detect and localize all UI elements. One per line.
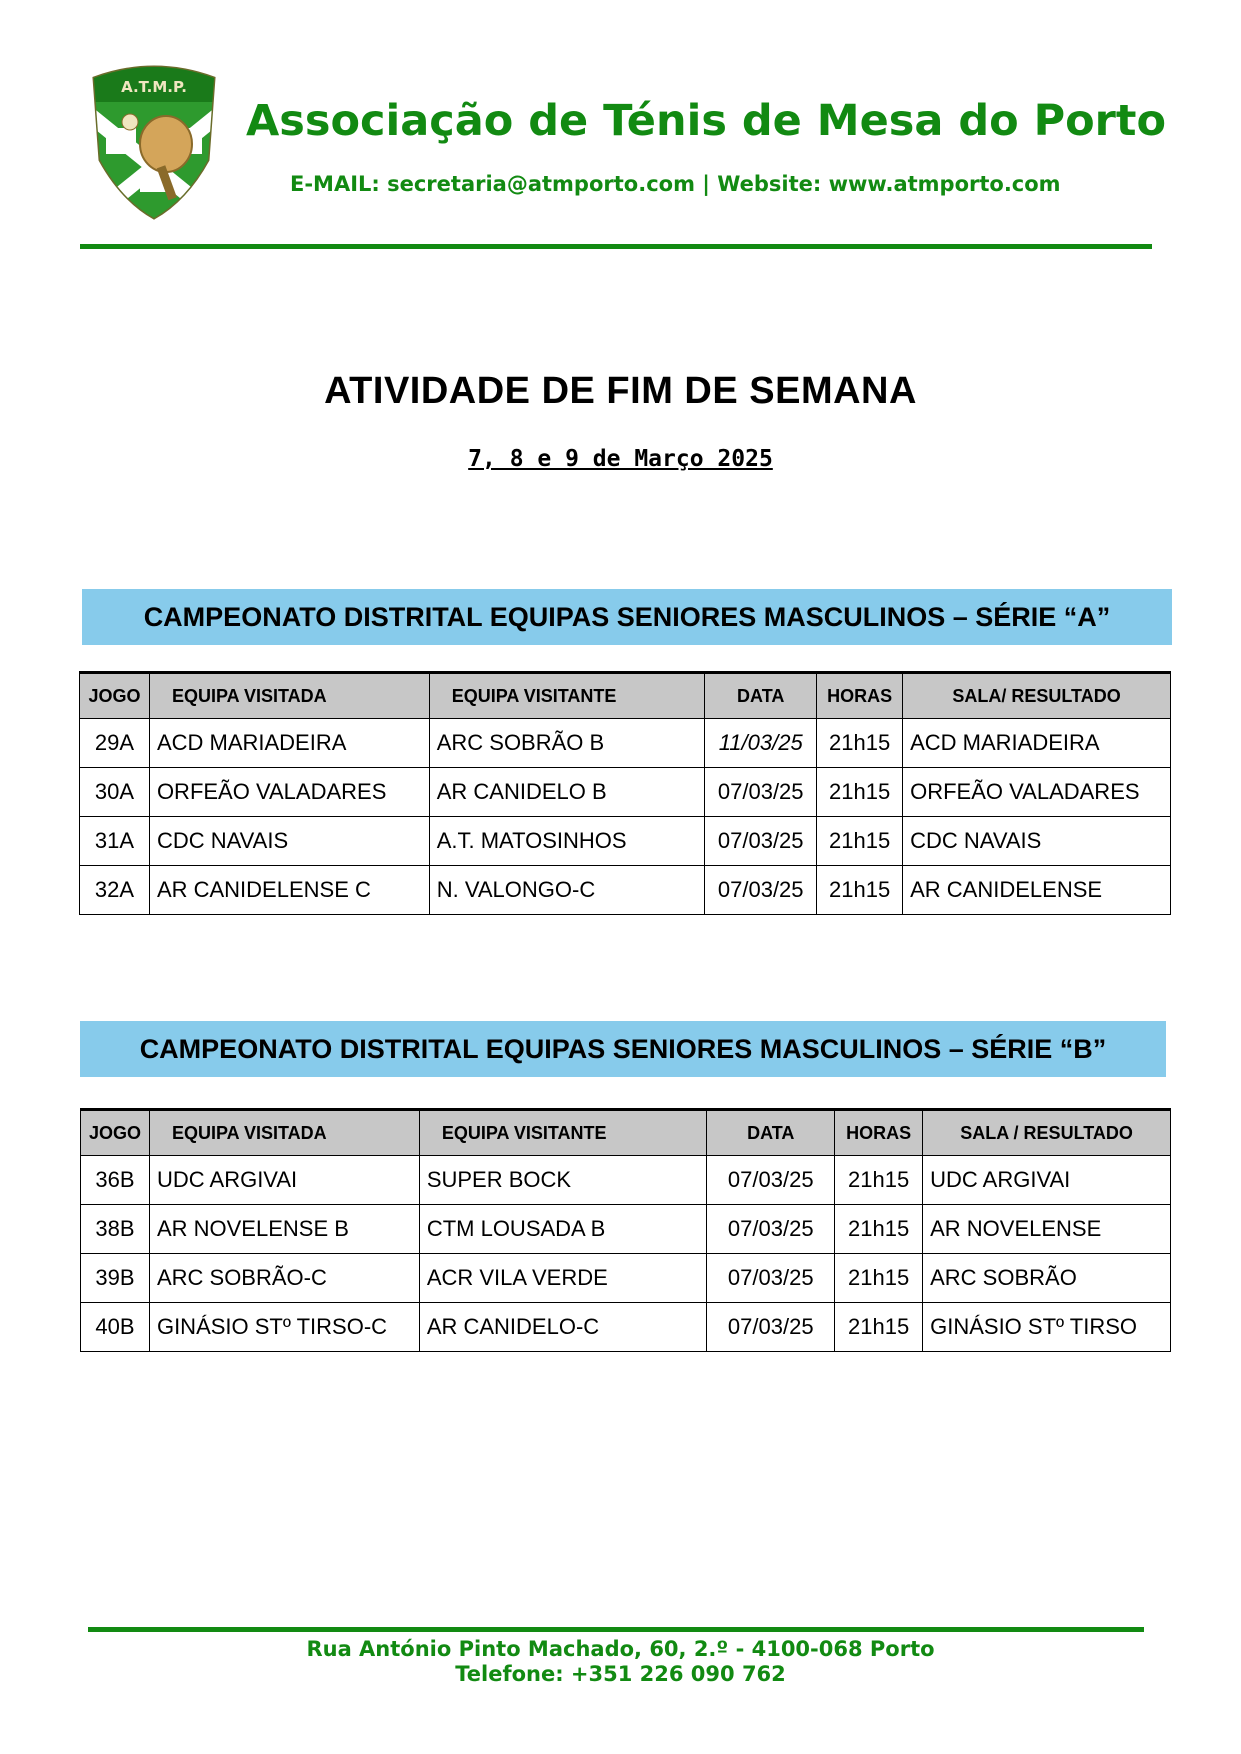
- home-team: AR CANIDELENSE C: [149, 866, 429, 915]
- venue-result: ACD MARIADEIRA: [903, 719, 1171, 768]
- match-date: 07/03/25: [705, 768, 817, 817]
- away-team: SUPER BOCK: [419, 1156, 707, 1205]
- venue-result: UDC ARGIVAI: [923, 1156, 1171, 1205]
- column-header-data: DATA: [705, 673, 817, 719]
- venue-result: CDC NAVAIS: [903, 817, 1171, 866]
- home-team: UDC ARGIVAI: [149, 1156, 419, 1205]
- column-header-data: DATA: [707, 1110, 835, 1156]
- table-header-row: [81, 1110, 1171, 1156]
- match-date: 07/03/25: [707, 1156, 835, 1205]
- atmp-logo: [86, 62, 222, 222]
- match-date: 07/03/25: [707, 1205, 835, 1254]
- away-team: AR CANIDELO B: [429, 768, 705, 817]
- game-number: 38B: [81, 1205, 150, 1254]
- table-row: [81, 1254, 1171, 1303]
- venue-result: AR NOVELENSE: [923, 1205, 1171, 1254]
- section-a-table: [79, 671, 1171, 915]
- match-date: 07/03/25: [707, 1303, 835, 1352]
- match-time: 21h15: [817, 866, 903, 915]
- match-time: 21h15: [835, 1205, 923, 1254]
- column-header-equipa-visitada: EQUIPA VISITADA: [149, 1110, 419, 1156]
- table-header-row: [80, 673, 1171, 719]
- column-header-sala-resultado: SALA/ RESULTADO: [903, 673, 1171, 719]
- match-date: 07/03/25: [705, 817, 817, 866]
- column-header-jogo: JOGO: [80, 673, 150, 719]
- away-team: CTM LOUSADA B: [419, 1205, 707, 1254]
- logo-text: A.T.M.P.: [121, 78, 187, 96]
- footer-address: Rua António Pinto Machado, 60, 2.º - 4100-068 Porto: [306, 1637, 935, 1661]
- game-number: 29A: [80, 719, 150, 768]
- table-row: [81, 1205, 1171, 1254]
- match-date: 07/03/25: [707, 1254, 835, 1303]
- match-date: 11/03/25: [705, 719, 817, 768]
- footer-divider: [88, 1627, 1144, 1632]
- home-team: AR NOVELENSE B: [149, 1205, 419, 1254]
- column-header-horas: HORAS: [835, 1110, 923, 1156]
- footer-phone: Telefone: +351 226 090 762: [455, 1662, 786, 1686]
- match-time: 21h15: [817, 768, 903, 817]
- home-team: ACD MARIADEIRA: [149, 719, 429, 768]
- page-title: ATIVIDADE DE FIM DE SEMANA: [324, 370, 917, 412]
- home-team: ORFEÃO VALADARES: [149, 768, 429, 817]
- header-divider: [80, 244, 1152, 249]
- venue-result: ORFEÃO VALADARES: [903, 768, 1171, 817]
- game-number: 32A: [80, 866, 150, 915]
- section-b-banner: CAMPEONATO DISTRITAL EQUIPAS SENIORES MASCULINOS – SÉRIE “B”: [80, 1021, 1166, 1077]
- venue-result: AR CANIDELENSE: [903, 866, 1171, 915]
- away-team: ACR VILA VERDE: [419, 1254, 707, 1303]
- home-team: ARC SOBRÃO-C: [149, 1254, 419, 1303]
- organization-title: Associação de Ténis de Mesa do Porto: [246, 96, 1166, 146]
- match-time: 21h15: [835, 1303, 923, 1352]
- away-team: N. VALONGO-C: [429, 866, 705, 915]
- table-row: [80, 866, 1171, 915]
- page-subtitle-dates: 7, 8 e 9 de Março 2025: [468, 446, 773, 472]
- game-number: 39B: [81, 1254, 150, 1303]
- table-row: [80, 719, 1171, 768]
- column-header-equipa-visitante: EQUIPA VISITANTE: [419, 1110, 707, 1156]
- column-header-equipa-visitante: EQUIPA VISITANTE: [429, 673, 705, 719]
- game-number: 40B: [81, 1303, 150, 1352]
- column-header-equipa-visitada: EQUIPA VISITADA: [149, 673, 429, 719]
- match-time: 21h15: [835, 1156, 923, 1205]
- section-b-table: [80, 1108, 1171, 1352]
- table-row: [80, 817, 1171, 866]
- game-number: 30A: [80, 768, 150, 817]
- column-header-jogo: JOGO: [81, 1110, 150, 1156]
- home-team: GINÁSIO STº TIRSO-C: [149, 1303, 419, 1352]
- venue-result: ARC SOBRÃO: [923, 1254, 1171, 1303]
- venue-result: GINÁSIO STº TIRSO: [923, 1303, 1171, 1352]
- match-time: 21h15: [817, 719, 903, 768]
- table-row: [81, 1156, 1171, 1205]
- away-team: A.T. MATOSINHOS: [429, 817, 705, 866]
- away-team: ARC SOBRÃO B: [429, 719, 705, 768]
- organization-contact: E-MAIL: secretaria@atmporto.com | Website: www.atmporto.com: [290, 172, 1061, 196]
- game-number: 31A: [80, 817, 150, 866]
- home-team: CDC NAVAIS: [149, 817, 429, 866]
- column-header-sala-resultado: SALA / RESULTADO: [923, 1110, 1171, 1156]
- game-number: 36B: [81, 1156, 150, 1205]
- away-team: AR CANIDELO-C: [419, 1303, 707, 1352]
- match-time: 21h15: [835, 1254, 923, 1303]
- table-row: [81, 1303, 1171, 1352]
- match-time: 21h15: [817, 817, 903, 866]
- column-header-horas: HORAS: [817, 673, 903, 719]
- match-date: 07/03/25: [705, 866, 817, 915]
- table-row: [80, 768, 1171, 817]
- section-a-banner: CAMPEONATO DISTRITAL EQUIPAS SENIORES MASCULINOS – SÉRIE “A”: [82, 589, 1172, 645]
